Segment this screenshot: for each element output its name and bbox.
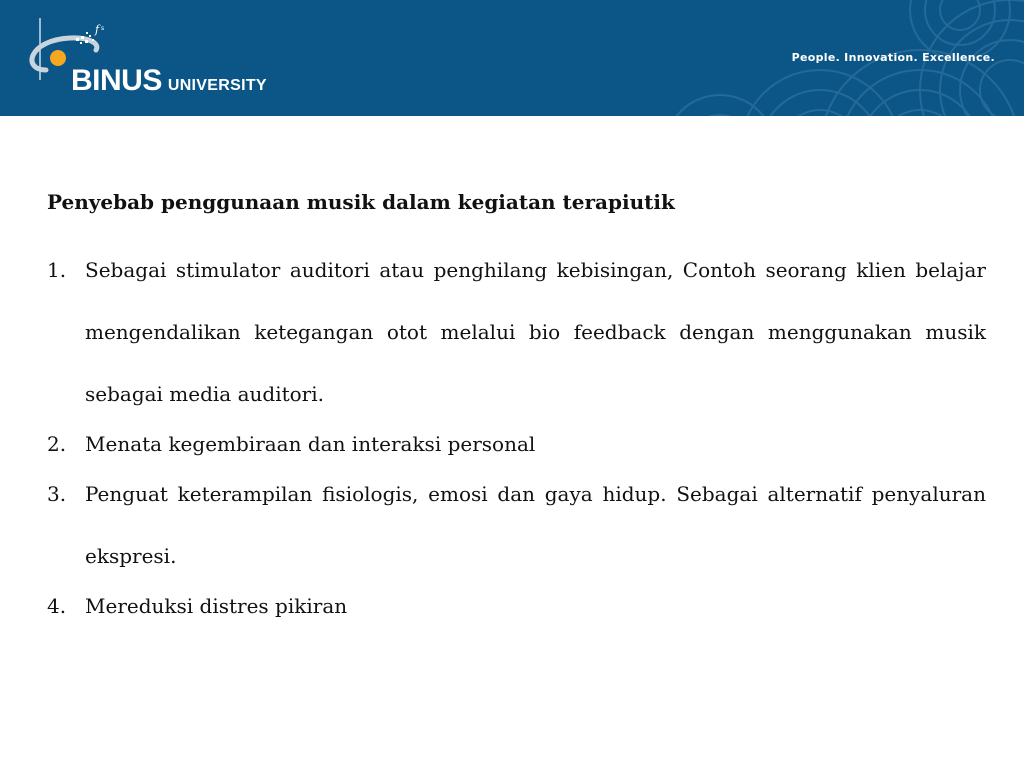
list-item-number: 3. (47, 482, 67, 506)
list-item-number: 4. (47, 594, 67, 618)
brand-binus-text: BINUS (71, 64, 162, 97)
list-item-number: 1. (47, 258, 67, 282)
brand-university-text: UNIVERSITY (167, 77, 267, 94)
slide-content (47, 184, 986, 637)
list-item (47, 575, 986, 637)
list-item (47, 239, 986, 425)
list-item-text: Mereduksi distres pikiran (85, 594, 348, 618)
tagline: People. Innovation. Excellence. (791, 51, 995, 64)
svg-text:s: s (101, 25, 105, 32)
list-item-text: Penguat keterampilan fisiologis, emosi dan gaya hidup. Sebagai alternatif penyaluran ekspresi. (85, 482, 986, 568)
list-item-number: 2. (47, 432, 67, 456)
list-item (47, 463, 986, 587)
university-logo (71, 66, 267, 96)
header-banner (0, 0, 1024, 116)
list-item-text: Menata kegembiraan dan interaksi personal (85, 432, 536, 456)
slide-heading: Penyebab penggunaan musik dalam kegiatan terapiutik (47, 190, 675, 214)
svg-text:f: f (95, 23, 100, 36)
reasons-list (47, 239, 986, 637)
list-item-text: Sebagai stimulator auditori atau penghilang kebisingan, Contoh seorang klien belajar mengendalikan ketegangan otot melalui bio feedback dengan menggunakan musik sebagai media auditori. (85, 258, 986, 406)
